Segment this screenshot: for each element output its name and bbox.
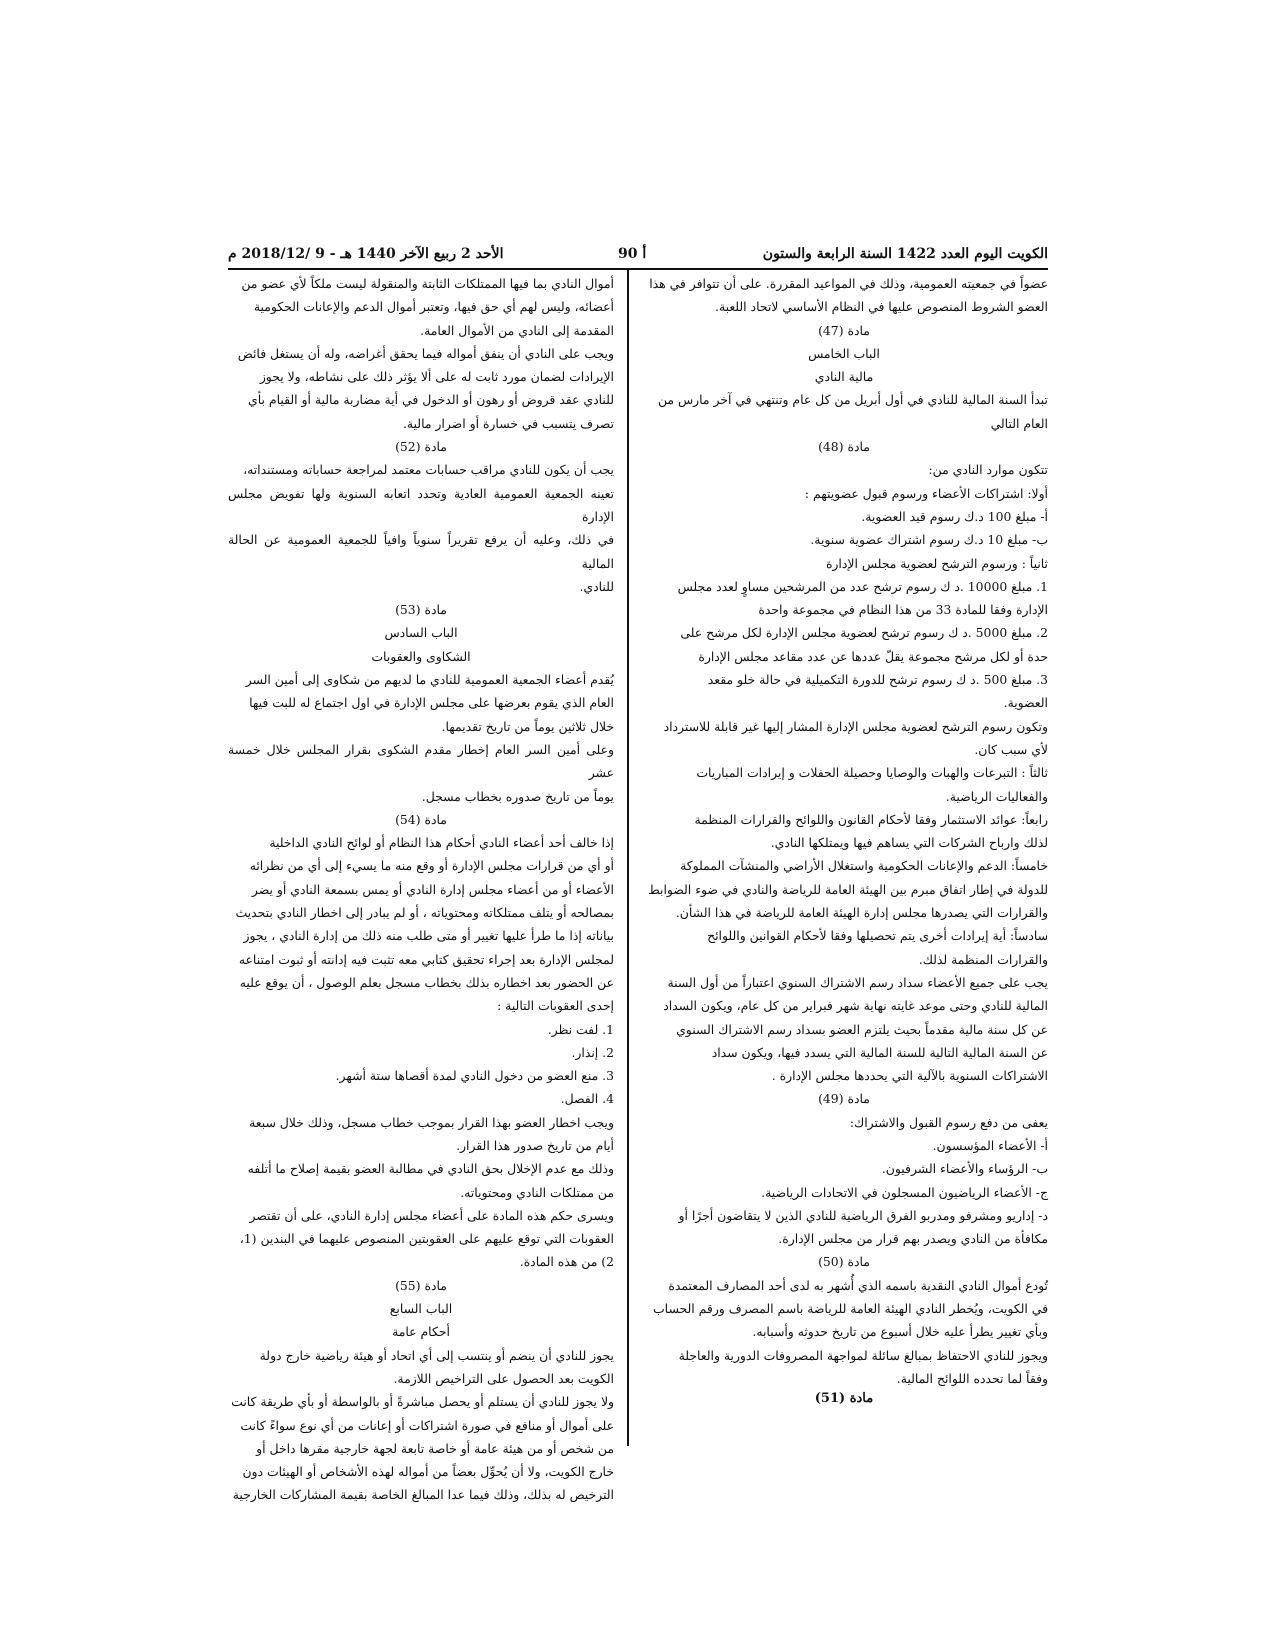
text-line: 3. مبلغ 500 .د ك رسوم ترشح للدورة التكميلية في حالة خلو مقعد — [707, 672, 1048, 688]
chapter-heading: الباب السادس — [384, 625, 458, 641]
text-line: والقرارات التي يصدرها مجلس إدارة الهيئة العامة للرياضة في هذا الشأن. — [675, 905, 1048, 921]
article-heading-51: مادة (51) — [814, 1391, 874, 1406]
text-line: للدولة في إطار اتفاق مبرم بين الهيئة العامة للرياضة والنادي في ضوء الضوابط — [648, 881, 1048, 897]
article-heading: مادة (54) — [395, 811, 447, 827]
text-line: على أموال أو منافع في صورة اشتراكات أو إعانات من أي نوع سواءً كانت — [240, 1417, 614, 1433]
text-line: ثالثاً : التبرعات والهبات والوصايا وحصيلة الحفلات و إيرادات المباريات — [696, 765, 1048, 781]
text-line: إحدى العقوبات التالية : — [497, 998, 614, 1014]
article-heading: مادة (52) — [395, 439, 447, 455]
text-line: عن الحضور بعد اخطاره بذلك بخطاب مسجل بعلم الوصول ، أن يوقع عليه — [239, 974, 614, 990]
text-line: للنادي. — [579, 578, 614, 594]
chapter-heading: الباب الخامس — [808, 345, 880, 361]
text-line: أيام من تاريخ صدور هذا القرار. — [456, 1137, 614, 1153]
text-line: العضوية. — [1003, 695, 1048, 711]
text-line: وعلى أمين السر العام إخطار مقدم الشكوى بقرار المجلس خلال خمسة عشر — [228, 741, 614, 781]
text-line: ويجوز للنادي الاحتفاظ بمبالغ سائلة لمواجهة المصروفات الدورية والعاجلة — [678, 1347, 1048, 1363]
text-line: الترخيص له بذلك، وذلك فيما عدا المبالغ الخاصة بقيمة المشاركات الخارجية — [232, 1487, 614, 1503]
chapter-title: أحكام عامة — [392, 1324, 450, 1340]
text-line: يجب أن يكون للنادي مراقب حسابات معتمد لمراجعة حساباته ومستنداته، — [243, 462, 614, 478]
text-line: العضو الشروط المنصوص عليها في النظام الأساسي لاتحاد اللعبة. — [715, 299, 1048, 315]
text-line: ج- الأعضاء الرياضيون المسجلون في الاتحادات الرياضية. — [761, 1184, 1048, 1200]
text-line: ويسرى حكم هذه المادة على أعضاء مجلس إدارة النادي، على أن تقتصر — [249, 1207, 614, 1223]
text-line: أ- مبلغ 100 د.ك رسوم قيد العضوية. — [861, 508, 1048, 524]
text-line: 2) من هذه المادة. — [519, 1254, 614, 1270]
header-page-number: أ 90 — [618, 246, 647, 262]
text-line: ويجب على النادي أن ينفق أمواله فيما يحقق أغراضه، وله أن يستغل فائض — [237, 345, 614, 361]
text-line: ب- الرؤساء والأعضاء الشرفيون. — [881, 1161, 1048, 1177]
text-line: لمجلس الإدارة بعد إجراء تحقيق كتابي معه تثبت فيه إدانته أو ثبوت امتناعه — [238, 951, 614, 967]
text-line: سادساً: أية إيرادات أخرى يتم تحصيلها وفقا لأحكام القوانين واللوائح — [707, 928, 1048, 944]
text-line: العقوبات التي توقع عليهم على العقوبتين المنصوص عليهما في البندين (1، — [239, 1231, 614, 1247]
text-line: 4. الفصل. — [560, 1091, 614, 1107]
header-date: الأحد 2 ربيع الآخر 1440 هـ - 9 /2018/12 م — [228, 246, 504, 262]
text-line: وبأي تغيير يطرأ عليه خلال أسبوع من تاريخ حدوثه وأسبابه. — [752, 1324, 1048, 1340]
text-line: تتكون موارد النادي من: — [928, 462, 1048, 478]
text-line: أو أي من قرارات مجلس الإدارة أو وقع منه ما يسيء إلى أي من نظرائه — [249, 858, 614, 874]
text-line: يجب على جميع الأعضاء سداد رسم الاشتراك السنوي اعتباراً من أول السنة — [667, 974, 1048, 990]
text-line: يوماً من تاريخ صدوره بخطاب مسجل. — [421, 788, 614, 804]
text-line: د- إداريو ومشرفو ومدربو الفرق الرياضية للنادي الذين لا يتقاضون أجرًا أو — [678, 1207, 1048, 1223]
text-line: تُودع أموال النادي النقدية باسمه الذي أُشهر به لدى أحد المصارف المعتمدة — [668, 1277, 1048, 1293]
text-line: من شخص أو من هيئة عامة أو خاصة تابعة لجهة خارجية مقرها داخل أو — [256, 1440, 614, 1456]
text-line: العام التالي — [990, 415, 1048, 431]
text-line: ب- مبلغ 10 د.ك رسوم اشتراك عضوية سنوية. — [810, 532, 1048, 548]
text-line: والقرارات المنظمة لذلك. — [918, 951, 1048, 967]
text-line: رابعاً: عوائد الاستثمار وفقا لأحكام القانون واللوائح والقرارات المنظمة — [694, 811, 1048, 827]
text-line: يعفى من دفع رسوم القبول والاشتراك: — [849, 1114, 1048, 1130]
text-line: 3. منع العضو من دخول النادي لمدة أقصاها ستة أشهر. — [335, 1068, 614, 1084]
text-line: أولا: اشتراكات الأعضاء ورسوم قبول عضويتهم : — [804, 485, 1048, 501]
text-line: خارج الكويت، ولا أن يُحوِّل بعضاً من أمواله لهذه الأشخاص أو الهيئات دون — [242, 1464, 614, 1480]
text-line: بياناته إذا ما طرأ عليها تغيير أو متى طلب منه ذلك من إدارة النادي ، يجوز — [243, 928, 614, 944]
text-line: ويجب اخطار العضو بهذا القرار بموجب خطاب مسجل، وذلك خلال سبعة — [249, 1114, 614, 1130]
chapter-title: مالية النادي — [814, 369, 874, 385]
article-heading: مادة (47) — [818, 322, 870, 338]
article-heading: مادة (49) — [818, 1091, 870, 1107]
text-line: خلال ثلاثين يوماً من تاريخ تقديمها. — [441, 718, 614, 734]
text-line: وتكون رسوم الترشح لعضوية مجلس الإدارة المشار إليها غير قابلة للاسترداد — [663, 718, 1048, 734]
text-line: يجوز للنادي أن ينضم أو ينتسب إلى أي اتحاد أو هيئة رياضية خارج دولة — [259, 1347, 614, 1363]
text-line: في الكويت، ويُخطر النادي الهيئة العامة للرياضة باسم المصرف ورقم الحساب — [653, 1301, 1048, 1317]
text-line: تبدأ السنة المالية للنادي في أول أبريل من كل عام وتنتهي في آخر مارس من — [657, 392, 1048, 408]
text-line: عضواً في جمعيته العمومية، وذلك في المواعيد المقررة. على أن تتوافر في هذا — [649, 276, 1048, 291]
page-header — [228, 246, 1048, 270]
text-line: إذا خالف أحد أعضاء النادي أحكام هذا النظام أو لوائح النادي الداخلية — [269, 835, 614, 851]
text-line: حدة أو لكل مرشح مجموعة يقلّ عددها عن عدد مقاعد مجلس الإدارة — [698, 648, 1048, 664]
text-line: ولا يجوز للنادي أن يستلم أو يحصل مباشرةً أو بالواسطة أو بأي طريقة كانت — [231, 1394, 614, 1410]
text-line: تصرف يتسبب في خسارة أو اضرار مالية. — [402, 415, 614, 431]
article-heading: مادة (55) — [395, 1277, 447, 1293]
chapter-heading: الباب السابع — [389, 1301, 453, 1317]
text-line: 2. إنذار. — [571, 1044, 614, 1060]
article-heading: مادة (48) — [818, 439, 870, 455]
text-line: لأي سبب كان. — [974, 741, 1048, 757]
text-line: العام الذي يقوم بعرضها على مجلس الإدارة في اول اجتماع له للبت فيها — [249, 695, 614, 711]
text-line: تعينه الجمعية العمومية العادية وتحدد اتعابه السنوية ولها تفويض مجلس الإدارة — [228, 485, 614, 524]
text-line: خامساً: الدعم والإعانات الحكومية واستغلال الأراضي والمنشآت المملوكة — [680, 858, 1048, 874]
text-line: 1. مبلغ 10000 .د ك رسوم ترشح عدد من المرشحين مساوٍ لعدد مجلس — [677, 578, 1048, 594]
text-line: عن السنة المالية التالية للسنة المالية التي يسدد فيها، ويكون سداد — [711, 1044, 1048, 1060]
text-line: لذلك وارباح الشركات التي يساهم فيها ويمتلكها النادي. — [770, 835, 1048, 851]
text-line: أ- الأعضاء المؤسسون. — [932, 1137, 1048, 1153]
text-line: الإدارة وفقا للمادة 33 من هذا النظام في مجموعة واحدة — [758, 602, 1048, 618]
text-line: وذلك مع عدم الإخلال بحق النادي في مطالبة العضو بقيمة إصلاح ما أتلفه — [247, 1161, 614, 1177]
text-line: 1. لفت نظر. — [547, 1021, 614, 1037]
text-line: ثانياً : ورسوم الترشح لعضوية مجلس الإدارة — [825, 555, 1048, 571]
text-line: في ذلك، وعليه أن يرفع تقريراً سنوياً وافياً للجمعية العمومية عن الحالة المالية — [228, 532, 614, 571]
text-line: الكويت بعد الحصول على التراخيص اللازمة. — [393, 1370, 614, 1386]
text-line: يُقدم أعضاء الجمعية العمومية للنادي ما لديهم من شكاوى إلى أمين السر — [245, 672, 614, 688]
text-line: أعضائه، وليس لهم أي حق فيها، وتعتبر أموال الدعم والإعانات الحكومية — [253, 299, 614, 315]
text-line: عن كل سنة مالية مقدماً بحيث يلتزم العضو بسداد رسم الاشتراك السنوي — [676, 1021, 1048, 1037]
text-line: والفعاليات الرياضية. — [945, 788, 1048, 804]
text-line: بمصالحه أو يتلف ممتلكاته ومحتوياته ، أو لم يبادر إلى اخطار النادي بتحديث — [235, 905, 614, 921]
text-line: الأعضاء أو من أعضاء مجلس إدارة النادي أو يمس بسمعة النادي أو يضر — [251, 881, 614, 897]
article-heading: مادة (50) — [818, 1254, 870, 1270]
text-line: من ممتلكات النادي ومحتوياته. — [460, 1184, 614, 1200]
right-column — [640, 272, 1048, 1390]
article-heading: مادة (53) — [395, 602, 447, 618]
text-line: المالية للنادي وحتى موعد غايته نهاية شهر فبراير من كل عام، ويكون السداد — [663, 998, 1048, 1014]
column-divider — [627, 268, 629, 1446]
text-line: للنادي عقد قروض أو رهون أو الدخول في أية مضاربة مالية أو القيام بأي — [248, 392, 614, 408]
text-line: الإيرادات لضمان مورد ثابت له على ألا يؤثر ذلك على نشاطه، ولا يجوز — [259, 369, 614, 385]
text-line: وفقاً لما تحدده اللوائح المالية. — [896, 1370, 1048, 1386]
text-line: أموال النادي بما فيها الممتلكات الثابتة والمنقولة ليست ملكاً لأي عضو من — [241, 276, 614, 291]
text-line: مكافأة من النادي ويصدر بهم قرار من مجلس الإدارة. — [778, 1231, 1048, 1247]
chapter-title: الشكاوى والعقوبات — [371, 648, 471, 664]
text-line: 2. مبلغ 5000 .د ك رسوم ترشح لعضوية مجلس الإدارة لكل مرشح على — [680, 625, 1048, 641]
text-line: المقدمة إلى النادي من الأموال العامة. — [420, 322, 614, 338]
left-column — [228, 272, 614, 1507]
header-publication: الكويت اليوم العدد 1422 السنة الرابعة والستون — [762, 246, 1048, 262]
text-line: الاشتراكات السنوية بالآلية التي يحددها مجلس الإدارة . — [771, 1068, 1048, 1084]
